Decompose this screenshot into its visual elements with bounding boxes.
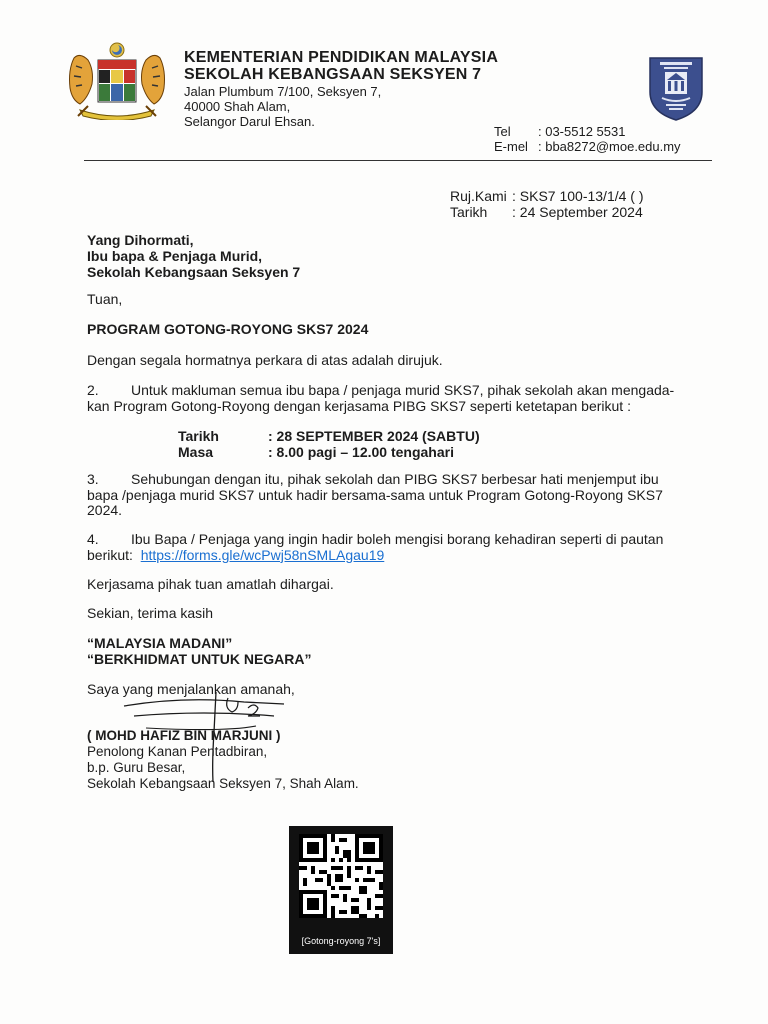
school-logo-icon	[648, 56, 704, 122]
address-line: Jalan Plumbum 7/100, Seksyen 7,	[184, 84, 382, 99]
paragraph-text: berikut:	[87, 546, 133, 563]
email-label: E-mel	[494, 139, 528, 154]
event-details	[178, 428, 480, 460]
letter-date-label: Tarikh	[450, 204, 488, 220]
signatory-title: b.p. Guru Besar,	[87, 760, 186, 775]
subject-heading: PROGRAM GOTONG-ROYONG SKS7 2024	[87, 321, 369, 337]
salutation: Tuan,	[87, 291, 123, 307]
email-value: : bba8272@moe.edu.my	[538, 139, 681, 154]
school-name: SEKOLAH KEBANGSAAN SEKSYEN 7	[184, 66, 482, 83]
closing-line: Sekian, terima kasih	[87, 605, 214, 621]
paragraph-text: 2024.	[87, 502, 123, 518]
contact-block	[494, 124, 681, 154]
paragraph-4	[87, 532, 685, 563]
paragraph-2	[87, 383, 685, 414]
recipient-line: Sekolah Kebangsaan Seksyen 7	[87, 264, 301, 280]
address-line: Selangor Darul Ehsan.	[184, 114, 315, 129]
address-line: 40000 Shah Alam,	[184, 99, 291, 114]
event-time-value: : 8.00 pagi – 12.00 tengahari	[268, 444, 454, 460]
letter-date-value: : 24 September 2024	[512, 204, 643, 220]
reference-block	[450, 188, 644, 220]
qr-code-icon[interactable]	[299, 834, 383, 918]
recipient-line: Yang Dihormati,	[87, 232, 194, 248]
school-address	[184, 84, 381, 129]
paragraph-text: bapa /penjaga murid SKS7 untuk hadir bersama-sama untuk Program Gotong-Royong SKS7	[87, 486, 663, 503]
paragraph-3	[87, 472, 685, 519]
ministry-name: KEMENTERIAN PENDIDIKAN MALAYSIA	[184, 49, 499, 66]
cooperation-line: Kerjasama pihak tuan amatlah dihargai.	[87, 576, 334, 592]
ruj-label: Ruj.Kami	[450, 188, 507, 204]
slogans	[87, 636, 685, 667]
tel-value: : 03-5512 5531	[538, 124, 626, 139]
recipient-block	[87, 232, 300, 280]
paragraph-number: 4.	[87, 531, 99, 547]
paragraph-text: kan Program Gotong-Royong dengan kerjasama PIBG SKS7 seperti ketetapan berikut :	[87, 397, 631, 414]
paragraph-text: Sehubungan dengan itu, pihak sekolah dan PIBG SKS7 berbesar hati menjemput ibu	[131, 471, 659, 487]
signatory-block	[87, 728, 359, 792]
ruj-value: : SKS7 100-13/1/4 ( )	[512, 188, 644, 204]
event-date-label: Tarikh	[178, 428, 219, 444]
event-date-value: : 28 SEPTEMBER 2024 (SABTU)	[268, 428, 480, 444]
slogan-line: “BERKHIDMAT UNTUK NEGARA”	[87, 650, 312, 667]
trust-line: Saya yang menjalankan amanah,	[87, 681, 295, 697]
paragraph-number: 2.	[87, 382, 99, 398]
coat-of-arms-icon	[66, 40, 168, 120]
event-time-label: Masa	[178, 444, 214, 460]
paragraph-number: 3.	[87, 471, 99, 487]
letterhead-title	[184, 49, 498, 83]
tel-label: Tel	[494, 124, 511, 139]
header-divider	[84, 160, 712, 161]
signatory-name: ( MOHD HAFIZ BIN MARJUNI )	[87, 728, 281, 743]
qr-caption: [Gotong-royong 7's]	[301, 936, 381, 946]
recipient-line: Ibu bapa & Penjaga Murid,	[87, 248, 263, 264]
paragraph-text: Ibu Bapa / Penjaga yang ingin hadir boleh mengisi borang kehadiran seperti di pautan	[131, 531, 664, 547]
signatory-title: Sekolah Kebangsaan Seksyen 7, Shah Alam.	[87, 776, 359, 791]
qr-code-card[interactable]	[289, 826, 393, 954]
registration-form-link[interactable]: https://forms.gle/wcPwj58nSMLAgau19	[140, 546, 385, 563]
signatory-title: Penolong Kanan Pentadbiran,	[87, 744, 268, 759]
slogan-line: “MALAYSIA MADANI”	[87, 635, 233, 651]
intro-paragraph: Dengan segala hormatnya perkara di atas adalah dirujuk.	[87, 352, 443, 368]
paragraph-text: Untuk makluman semua ibu bapa / penjaga murid SKS7, pihak sekolah akan mengada-	[131, 382, 675, 398]
